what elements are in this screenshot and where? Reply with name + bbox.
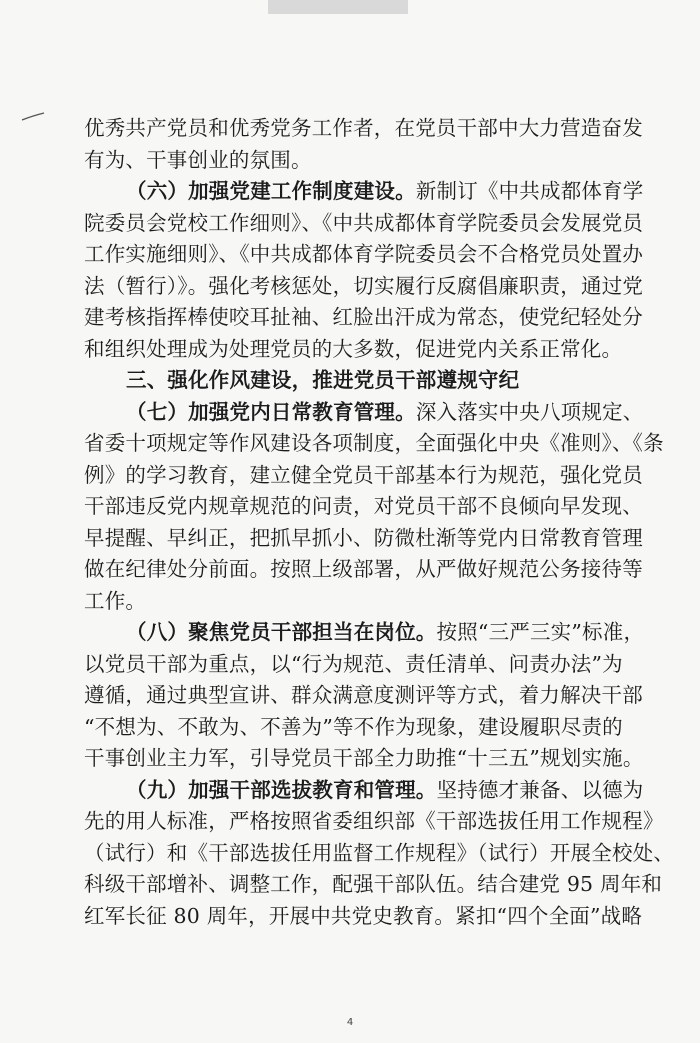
text-line: 和组织处理成为处理党员的大多数，促进党内关系正常化。	[84, 336, 623, 361]
text-line: 遵循，通过典型宣讲、群众满意度测评等方式，着力解决干部	[84, 683, 643, 707]
paragraph-heading: （九）加强干部选拔教育和管理。	[126, 777, 437, 802]
text-span: 深入落实中央八项规定、	[415, 399, 644, 424]
text-span: 坚持德才兼备、以德为	[436, 777, 644, 802]
paragraph-heading: （八）聚焦党员干部担当在岗位。	[126, 620, 437, 644]
text-line	[84, 617, 645, 649]
text-line: 优秀共产党员和优秀党务工作者，在党员干部中大力营造奋发	[84, 116, 643, 140]
text-line: 省委十项规定等作风建设各项制度，全面强化中央《准则》、《条	[84, 431, 664, 455]
margin-pen-mark	[20, 112, 46, 122]
section-heading: 三、强化作风建设，推进党员干部遵规守纪	[126, 368, 520, 392]
page-number: 4	[346, 1017, 354, 1028]
text-line: 以党员干部为重点，以“行为规范、责任清单、问责办法”为	[84, 651, 623, 676]
paragraph-heading: （六）加强党建工作制度建设。	[126, 179, 416, 203]
scan-header-tab	[268, 0, 408, 14]
text-line: 院委员会党校工作细则》、《中共成都体育学院委员会发展党员	[84, 210, 644, 235]
text-line: （试行）和《干部选拔任用监督工作规程》（试行）开展全校处、	[84, 840, 675, 865]
text-line: “不想为、不敢为、不善为”等不作为现象，建设履职尽责的	[84, 714, 623, 739]
text-line: 干事创业主力军，引导党员干部全力助推“十三五”规划实施。	[84, 746, 644, 770]
paragraph-nine	[84, 775, 675, 933]
text-line	[84, 176, 644, 208]
text-line: 先的用人标准，严格按照省委组织部《干部选拔任用工作规程》	[84, 809, 664, 833]
text-span: 新制订《中共成都体育学	[415, 179, 644, 203]
paragraph-seven	[84, 397, 664, 618]
text-line	[84, 775, 644, 807]
text-line: 做在纪律处分前面。按照上级部署，从严做好规范公务接待等	[84, 557, 643, 581]
paragraph-eight	[84, 617, 645, 775]
text-line: 红军长征 80 周年，开展中共党史教育。紧扣“四个全面”战略	[84, 903, 643, 928]
text-line: 干部违反党内规章规范的问责，对党员干部不良倾向早发现、	[84, 494, 643, 518]
text-line: 有为、干事创业的氛围。	[84, 147, 312, 172]
text-line	[84, 397, 644, 429]
text-line: 建考核指挥棒使咬耳扯袖、红脸出汗成为常态，使党纪轻处分	[84, 305, 643, 329]
paragraph-heading: （七）加强党内日常教育管理。	[126, 399, 416, 424]
text-line: 早提醒、早纠正，把抓早抓小、防微杜渐等党内日常教育管理	[84, 525, 643, 550]
text-span: 按照“三严三实”标准，	[436, 620, 645, 644]
paragraph-six	[84, 176, 644, 365]
text-line: 例》的学习教育，建立健全党员干部基本行为规范，强化党员	[84, 462, 643, 487]
paragraph-continuation	[84, 113, 643, 176]
document-body	[84, 113, 675, 932]
text-line: 科级干部增补、调整工作，配强干部队伍。结合建党 95 周年和	[84, 872, 663, 896]
text-line: 法（暂行）》。强化考核惩处，切实履行反腐倡廉职责，通过党	[84, 273, 644, 298]
text-line: 工作实施细则》、《中共成都体育学院委员会不合格党员处置办	[84, 242, 644, 266]
text-line: 工作。	[84, 588, 147, 613]
